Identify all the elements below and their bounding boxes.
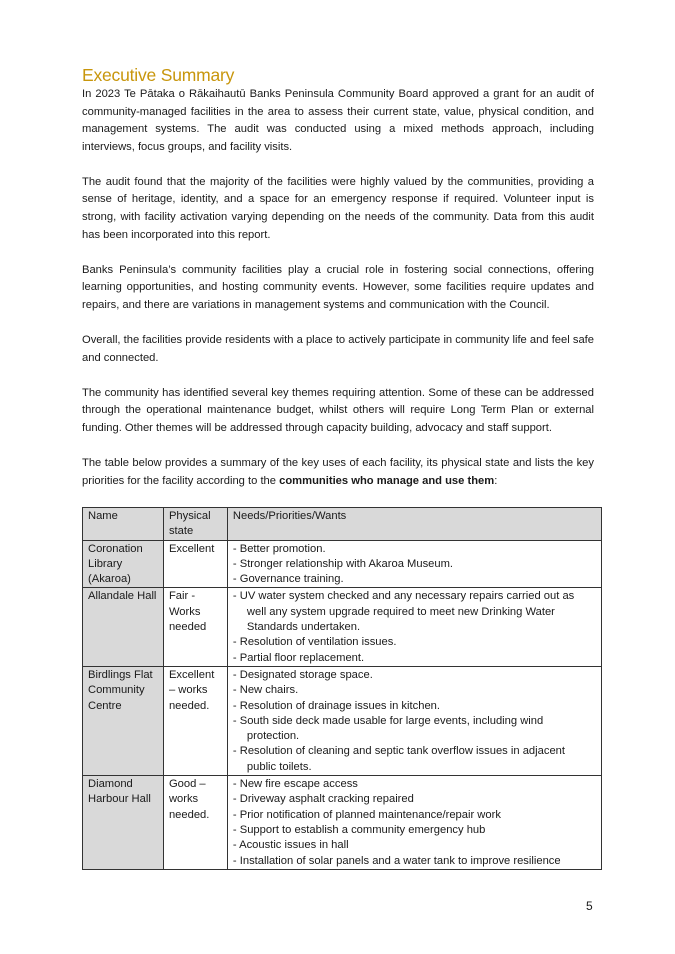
facilities-table [82,507,602,870]
list-item: - Governance training. [232,573,344,586]
needs-cell [227,666,601,775]
list-item: - Driveway asphalt cracking repaired [232,793,414,806]
list-item: - Resolution of drainage issues in kitchen. [232,699,440,712]
facility-name: Diamond Harbour Hall [83,776,164,870]
needs-cell [227,776,601,870]
list-item: - UV water system checked and any necessary repairs carried out as well any system upgrade required to meet new Drinking Water Standards undertaken. [232,590,575,634]
page-number: 5 [586,899,593,913]
list-item: - New chairs. [232,684,299,697]
needs-list [233,668,596,775]
facility-name: Coronation Library (Akaroa) [83,540,164,588]
table-header-row [83,508,602,541]
facility-name: Allandale Hall [83,588,164,666]
physical-state: Excellent [163,540,227,588]
table-intro-colon: : [494,474,498,487]
needs-list [233,589,596,665]
facility-name: Birdlings Flat Community Centre [83,666,164,775]
paragraph-audit-intro: In 2023 Te Pātaka o Rākaihautū Banks Peninsula Community Board approved a grant for an audit of community-managed facilities in the area to assess their current state, value, physical condition, and management systems. The audit was conducted using a mixed methods approach, including interviews, focus groups, and facility visits. [82,88,594,153]
needs-cell [227,588,601,666]
table-row [83,540,602,588]
physical-state: Good – works needed. [163,776,227,870]
needs-list [233,777,596,869]
list-item: - South side deck made usable for large events, including wind protection. [232,714,544,743]
section-heading: Executive Summary [82,65,235,85]
list-item: - Designated storage space. [232,668,373,681]
document-page [82,64,594,508]
paragraph-key-themes: The community has identified several key themes requiring attention. Some of these can be addressed through the operational maintenance budget, whilst others will require Long Term Plan or external funding. Other themes will be addressed through capacity building, advocacy and staff support. [82,386,594,434]
table-row [83,666,602,775]
needs-list [233,542,596,588]
list-item: - Resolution of cleaning and septic tank overflow issues in adjacent public toilets. [232,745,565,773]
table-row [83,776,602,870]
table-row [83,588,602,666]
physical-state: Fair - Works needed [163,588,227,666]
list-item: - Acoustic issues in hall [232,839,349,852]
list-item: - Prior notification of planned maintenance/repair work [232,808,501,821]
list-item: - New fire escape access [232,778,358,791]
table-intro-text: The table below provides a summary of the key uses of each facility, its physical state and lists the key priorities for the facility according to the [82,457,594,487]
needs-cell [227,540,601,588]
list-item: - Better promotion. [232,542,326,555]
list-item: - Support to establish a community emergency hub [232,823,486,836]
paragraph-audit-findings: The audit found that the majority of the facilities were highly valued by the communities, providing a sense of heritage, identity, and a space for an emergency response if required. Volunteer input is strong, with facility activation varying depending on the needs of the community. Data from this audit has been incorporated into this report. [82,175,594,241]
list-item: - Partial floor replacement. [232,651,365,664]
paragraph-table-intro [82,455,594,490]
header-physical-state: Physical state [163,508,227,541]
header-name: Name [83,508,164,541]
table-intro-emphasis: communities who manage and use them [279,474,495,487]
list-item: - Stronger relationship with Akaroa Museum. [232,557,454,570]
header-needs: Needs/Priorities/Wants [227,508,601,541]
paragraph-overall: Overall, the facilities provide residents with a place to actively participate in community life and feel safe and connected. [82,334,594,364]
paragraph-facilities-role: Banks Peninsula’s community facilities play a crucial role in fostering social connections, offering learning opportunities, and hosting community events. However, some facilities require updates and repairs, and there are variations in management systems and communication with the Council. [82,263,594,311]
physical-state: Excellent – works needed. [163,666,227,775]
list-item: - Installation of solar panels and a water tank to improve resilience [232,854,561,867]
list-item: - Resolution of ventilation issues. [232,636,397,649]
